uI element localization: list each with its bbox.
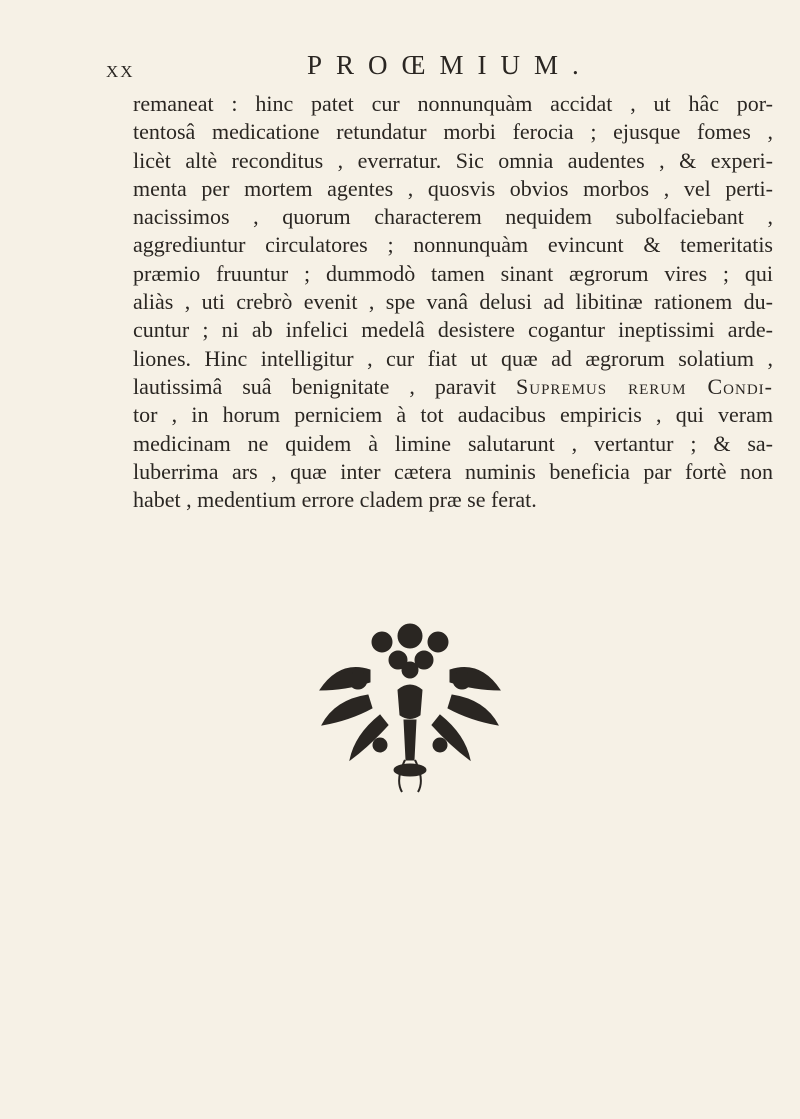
text-line: liones. Hinc intelligitur , cur fiat ut quæ ad ægrorum solatium , — [133, 345, 773, 371]
text-line-last: habet , medentium errore cladem præ se ferat. — [133, 487, 537, 513]
body-paragraph — [133, 90, 773, 514]
running-title: PROŒMIUM. — [307, 50, 593, 80]
text-line: medicinam ne quidem à limine salutarunt , vertantur ; & sa- — [133, 430, 773, 456]
text-line: aliàs , uti crebrò evenit , spe vanâ delusi ad libitinæ rationem du- — [133, 289, 773, 315]
text-line: tentosâ medicatione retundatur morbi ferocia ; ejusque fomes , — [133, 119, 773, 145]
text-line-with-small-caps — [133, 373, 773, 401]
text-line: præmio fruuntur ; dummodò tamen sinant ægrorum vires ; qui — [133, 260, 773, 286]
small-caps-phrase: Supremus rerum Condi- — [516, 373, 773, 399]
floral-tailpiece-icon — [310, 620, 510, 795]
text-segment: lautissimâ suâ benignitate , paravit — [133, 373, 496, 399]
text-line: licèt altè reconditus , everratur. Sic omnia audentes , & experi- — [133, 147, 773, 173]
text-line: luberrima ars , quæ inter cætera numinis beneficia par fortè non — [133, 458, 773, 484]
page-number: XX — [106, 62, 135, 81]
text-line: aggrediuntur circulatores ; nonnunquàm evincunt & temeritatis — [133, 232, 773, 258]
text-line: nacissimos , quorum characterem nequidem subolfaciebant , — [133, 204, 773, 230]
text-line: cuntur ; ni ab infelici medelâ desistere cogantur ineptissimi arde- — [133, 317, 773, 343]
text-line: menta per mortem agentes , quosvis obvios morbos , vel perti- — [133, 175, 773, 201]
page-header — [106, 50, 772, 84]
text-line: remaneat : hinc patet cur nonnunquàm accidat , ut hâc por- — [133, 91, 773, 116]
text-line: tor , in horum perniciem à tot audacibus empiricis , qui veram — [133, 402, 773, 428]
